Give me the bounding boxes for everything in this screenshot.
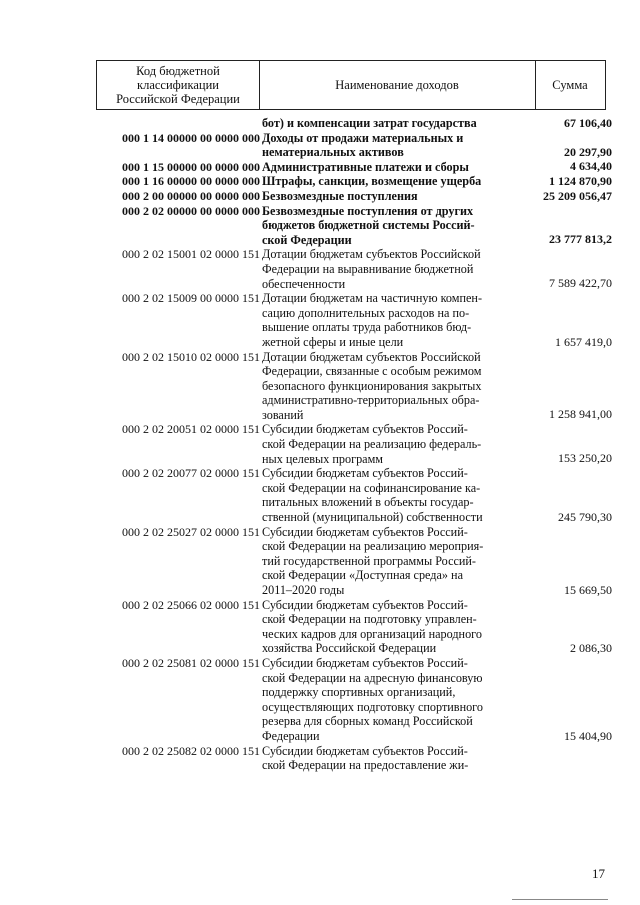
income-name-line: ской Федерации на софинансирование ка- xyxy=(262,480,481,495)
table-row xyxy=(0,204,640,248)
income-name-line: хозяйства Российской Федерации xyxy=(262,641,437,656)
income-sum: 2 086,30 xyxy=(570,640,612,655)
budget-code: 000 2 02 15010 02 0000 151 xyxy=(122,349,260,364)
income-name-line: 2011–2020 годы xyxy=(262,583,345,597)
table-row xyxy=(0,160,640,175)
table-header xyxy=(96,60,606,110)
income-name-line: ской Федерации на реализацию федераль- xyxy=(262,437,482,452)
footer-divider xyxy=(512,899,608,900)
income-sum: 153 250,20 xyxy=(558,451,612,466)
table-row xyxy=(0,291,640,349)
income-sum: 67 106,40 xyxy=(564,116,612,130)
table-row xyxy=(0,744,640,773)
income-sum: 1 258 941,00 xyxy=(549,407,612,422)
income-name-line: ской Федерации на реализацию мероприя- xyxy=(262,539,484,554)
income-name xyxy=(262,656,518,744)
income-sum: 1 124 870,90 xyxy=(549,173,612,188)
income-name-line: Субсидии бюджетам субъектов Россий- xyxy=(262,466,468,481)
income-sum: 15 404,90 xyxy=(564,728,612,743)
table-row xyxy=(0,116,640,131)
income-name-line: Субсидии бюджетам субъектов Россий- xyxy=(262,597,468,612)
income-name xyxy=(262,174,518,189)
income-sum: 23 777 813,2 xyxy=(549,232,612,247)
income-sum: 245 790,30 xyxy=(558,509,612,524)
budget-code: 000 1 16 00000 00 0000 000 xyxy=(122,174,260,189)
income-name-line: ской Федерации на подготовку управлен- xyxy=(262,612,477,627)
income-name xyxy=(262,204,518,248)
income-name xyxy=(262,131,518,160)
income-name-line: поддержку спортивных организаций, xyxy=(262,685,456,700)
income-sum: 7 589 422,70 xyxy=(549,276,612,291)
header-sum-column: Сумма xyxy=(552,78,588,92)
income-name-line: ской Федерации на предоставление жи- xyxy=(262,758,469,773)
budget-code: 000 2 02 20077 02 0000 151 xyxy=(122,466,260,481)
header-name-column: Наименование доходов xyxy=(259,61,536,109)
income-name-line: Дотации бюджетам субъектов Российской xyxy=(262,247,481,262)
table-row xyxy=(0,174,640,189)
income-name-line: вышение оплаты труда работников бюд- xyxy=(262,320,472,335)
income-name-line: тий государственной программы Россий- xyxy=(262,553,476,568)
budget-code: 000 1 14 00000 00 0000 000 xyxy=(122,130,260,145)
budget-code: 000 2 02 15001 02 0000 151 xyxy=(122,247,260,262)
income-name-line: ской Федерации на адресную финансовую xyxy=(262,670,483,685)
income-name-line: обеспеченности xyxy=(262,276,346,291)
income-name-line: зований xyxy=(262,407,304,422)
table-row xyxy=(0,131,640,160)
income-name-line: Федерации на выравнивание бюджетной xyxy=(262,261,474,276)
income-name xyxy=(262,291,518,349)
income-name-line: административно-территориальных обра- xyxy=(262,393,480,408)
income-name-line: Субсидии бюджетам субъектов Россий- xyxy=(262,655,468,670)
budget-code: 000 2 02 25081 02 0000 151 xyxy=(122,655,260,670)
income-name-line: питальных вложений в объекты государ- xyxy=(262,495,474,510)
income-name-line: Штрафы, санкции, возмещение ущерба xyxy=(262,174,482,189)
table-row xyxy=(0,189,640,204)
income-name-line: ных целевых программ xyxy=(262,451,383,466)
budget-code: 000 2 02 00000 00 0000 000 xyxy=(122,203,260,218)
table-row xyxy=(0,247,640,291)
income-name-line: безопасного функционирования закрытых xyxy=(262,378,482,393)
income-name-line: Безвозмездные поступления xyxy=(262,188,418,203)
budget-code: 000 2 02 25027 02 0000 151 xyxy=(122,524,260,539)
income-sum: 1 657 419,0 xyxy=(555,334,612,349)
income-name-line: Дотации бюджетам субъектов Российской xyxy=(262,349,481,364)
income-name-line: Субсидии бюджетам субъектов Россий- xyxy=(262,524,468,539)
income-table-body xyxy=(0,116,640,773)
budget-code: 000 2 02 20051 02 0000 151 xyxy=(122,422,260,437)
page-number: 17 xyxy=(592,866,605,881)
income-sum: 15 669,50 xyxy=(564,582,612,597)
income-name xyxy=(262,247,518,291)
income-name xyxy=(262,466,518,524)
income-sum: 4 634,40 xyxy=(570,159,612,174)
income-name-line: резерва для сборных команд Российской xyxy=(262,714,473,729)
income-name-line: Административные платежи и сборы xyxy=(262,159,469,174)
table-row xyxy=(0,598,640,656)
budget-code: 000 2 02 25082 02 0000 151 xyxy=(122,743,260,758)
income-name xyxy=(262,598,518,656)
income-name xyxy=(262,422,518,466)
income-name-line: ственной (муниципальной) собственности xyxy=(262,510,483,525)
budget-code: 000 2 02 15009 00 0000 151 xyxy=(122,291,260,306)
income-name-line: Безвозмездные поступления от других xyxy=(262,203,474,218)
income-name-line: ской Федерации «Доступная среда» на xyxy=(262,568,463,583)
income-name-line: сацию дополнительных расходов на по- xyxy=(262,305,470,320)
income-sum: 20 297,90 xyxy=(564,144,612,159)
income-name-line: Федерации, связанные с особым режимом xyxy=(262,364,482,379)
income-name-line: Федерации xyxy=(262,728,320,743)
income-name-line: Дотации бюджетам на частичную компен- xyxy=(262,291,483,306)
table-row xyxy=(0,525,640,598)
income-name-line: бот) и компенсации затрат государства xyxy=(262,116,477,130)
income-name-line: нематериальных активов xyxy=(262,145,404,160)
header-code-column: Код бюджетной классификации Российской Федерации xyxy=(97,61,260,109)
income-name-line: ческих кадров для организаций народного xyxy=(262,626,482,641)
income-name-line: Субсидии бюджетам субъектов Россий- xyxy=(262,743,468,758)
income-name-line: Доходы от продажи материальных и xyxy=(262,130,464,145)
income-name-line: Субсидии бюджетам субъектов Россий- xyxy=(262,422,468,437)
income-name xyxy=(262,525,518,598)
income-name-line: бюджетов бюджетной системы Россий- xyxy=(262,218,475,233)
table-row xyxy=(0,350,640,423)
income-name-line: жетной сферы и иные цели xyxy=(262,334,404,349)
income-name xyxy=(262,116,518,131)
income-name-line: осуществляющих подготовку спортивного xyxy=(262,699,483,714)
income-name xyxy=(262,744,518,773)
table-row xyxy=(0,422,640,466)
income-name xyxy=(262,350,518,423)
income-sum: 25 209 056,47 xyxy=(543,188,612,203)
budget-code: 000 2 00 00000 00 0000 000 xyxy=(122,188,260,203)
income-name xyxy=(262,160,518,175)
income-name-line: ской Федерации xyxy=(262,232,352,247)
table-row xyxy=(0,466,640,524)
budget-code: 000 1 15 00000 00 0000 000 xyxy=(122,159,260,174)
table-row xyxy=(0,656,640,744)
income-name xyxy=(262,189,518,204)
budget-code: 000 2 02 25066 02 0000 151 xyxy=(122,597,260,612)
